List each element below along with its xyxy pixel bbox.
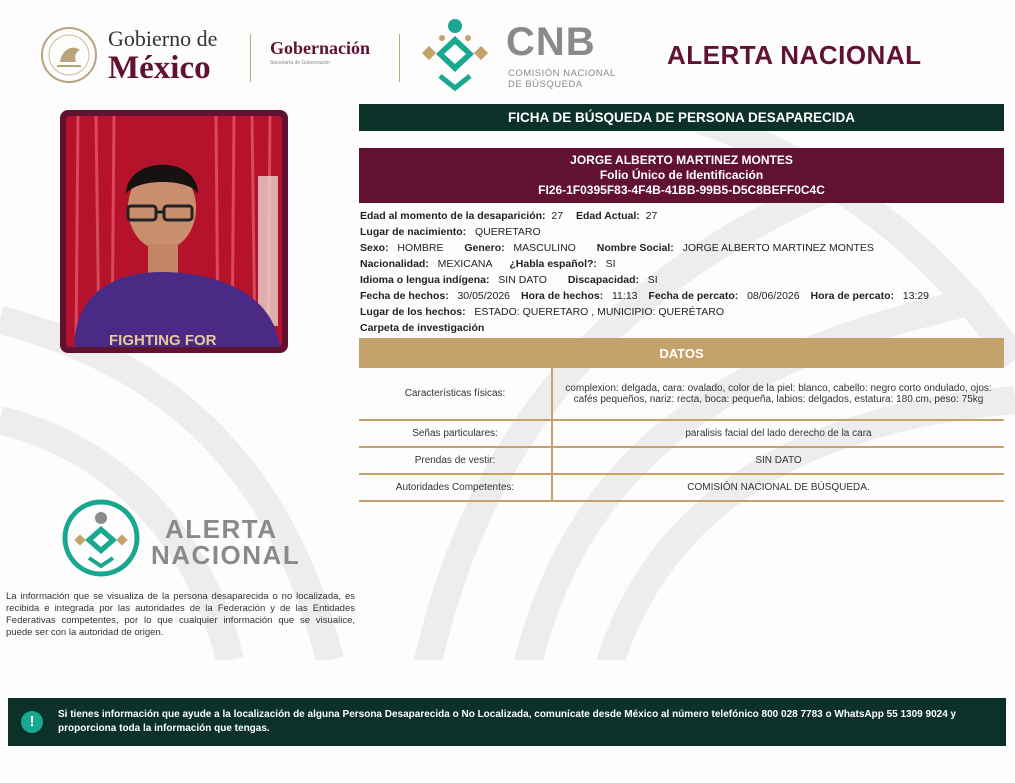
fecha-hechos-value: 30/05/2026 xyxy=(457,290,511,302)
person-photo xyxy=(66,116,282,347)
folio-value: FI26-1F0395F83-4F4B-41BB-99B5-D5C8BEFF0C4C xyxy=(538,183,825,197)
cnb-subtitle-line2: DE BÚSQUEDA xyxy=(508,79,583,90)
disclaimer-text: La información que se visualiza de la persona desaparecida o no localizada, es recibida e integrada por las autoridades de la Federación y de las Entidades Federativas competentes, por lo que cualquier información que se visualice, puede ser con la autoridad de origen. xyxy=(6,591,355,638)
datos-value: complexion: delgada, cara: ovalado, color de la piel: blanco, cabello: negro corto ondulado, ojos: cafés pequeños, nariz: recta, boca: pequeña, labios: delgados, estatura: 180 cm, peso: 75kg xyxy=(552,368,1004,420)
table-row xyxy=(359,368,1004,420)
header-divider xyxy=(399,34,400,82)
lugar-hechos-label: Lugar de los hechos: xyxy=(360,306,466,318)
cnb-wordmark: CNB xyxy=(506,20,596,64)
person-photo-frame xyxy=(60,110,288,353)
info-row-carpeta xyxy=(360,320,1005,336)
edad-desaparicion-label: Edad al momento de la desaparición: xyxy=(360,210,546,222)
datos-label: Señas particulares: xyxy=(359,420,552,447)
datos-value: SIN DATO xyxy=(552,447,1004,474)
carpeta-investigacion-label: Carpeta de investigación xyxy=(360,322,485,334)
discapacidad-label: Discapacidad: xyxy=(567,274,640,286)
nombre-social-label: Nombre Social: xyxy=(596,242,674,254)
datos-label: Prendas de vestir: xyxy=(359,447,552,474)
person-info xyxy=(360,208,1005,336)
cnb-emblem-icon xyxy=(416,14,494,92)
alerta-wordmark-line2: NACIONAL xyxy=(151,540,301,570)
contact-footer xyxy=(8,698,1006,746)
gobernacion-logo: Gobernación xyxy=(270,38,371,58)
habla-espanol-value: SI xyxy=(605,258,616,270)
gobierno-line1: Gobierno de xyxy=(108,26,218,51)
table-row xyxy=(359,474,1004,501)
shirt-text: FIGHTING FOR xyxy=(109,332,217,347)
info-row-fechas xyxy=(360,288,1005,304)
person-photo-illustration xyxy=(66,116,282,347)
datos-value: paralisis facial del lado derecho de la cara xyxy=(552,420,1004,447)
info-row-idioma xyxy=(360,272,1005,288)
exclamation-icon: ! xyxy=(21,711,43,733)
alerta-nacional-emblem-icon xyxy=(61,498,141,578)
header-divider xyxy=(250,34,251,82)
hora-hechos-label: Hora de hechos: xyxy=(520,290,604,302)
edad-desaparicion-value: 27 xyxy=(551,210,564,222)
footer-text: Si tienes información que ayude a la localización de alguna Persona Desaparecida o No Localizada, comunícate desde México al número telefónico 800 028 7783 o WhatsApp 55 1309 9024 y proporciona toda la información que tengas. xyxy=(58,709,957,734)
datos-label: Características físicas: xyxy=(359,368,552,420)
lugar-hechos-value: ESTADO: QUERETARO , MUNICIPIO: QUERÉTARO xyxy=(474,306,725,318)
info-row-sexo xyxy=(360,240,1005,256)
datos-value: COMISIÓN NACIONAL DE BÚSQUEDA. xyxy=(552,474,1004,501)
fecha-percato-label: Fecha de percato: xyxy=(648,290,739,302)
idioma-value: SIN DATO xyxy=(498,274,547,286)
info-row-nacionalidad xyxy=(360,256,1005,272)
gobernacion-subtitle: Secretaría de Gobernación xyxy=(270,60,331,66)
nacionalidad-label: Nacionalidad: xyxy=(360,258,429,270)
table-row xyxy=(359,420,1004,447)
fecha-hechos-label: Fecha de hechos: xyxy=(360,290,449,302)
info-row-lugar-hechos xyxy=(360,304,1005,320)
alerta-nacional-title: ALERTA NACIONAL xyxy=(667,40,922,70)
cnb-subtitle-line1: COMISIÓN NACIONAL xyxy=(508,68,616,79)
fecha-percato-value: 08/06/2026 xyxy=(747,290,800,302)
table-row xyxy=(359,447,1004,474)
cnb-subtitle xyxy=(508,68,616,90)
edad-actual-value: 27 xyxy=(645,210,658,222)
alerta-wordmark-line1: ALERTA xyxy=(165,514,278,544)
gobierno-de-mexico-logo xyxy=(108,28,217,85)
lugar-nacimiento-label: Lugar de nacimiento: xyxy=(360,226,467,238)
idioma-label: Idioma o lengua indígena: xyxy=(360,274,490,286)
nombre-social-value: JORGE ALBERTO MARTINEZ MONTES xyxy=(682,242,874,254)
person-name-box xyxy=(359,148,1004,203)
sexo-label: Sexo: xyxy=(360,242,389,254)
datos-table xyxy=(359,368,1004,502)
datos-header: DATOS xyxy=(359,338,1004,368)
sexo-value: HOMBRE xyxy=(397,242,444,254)
alerta-nacional-wordmark xyxy=(151,516,300,568)
nacionalidad-value: MEXICANA xyxy=(437,258,493,270)
genero-label: Genero: xyxy=(464,242,505,254)
genero-value: MASCULINO xyxy=(513,242,576,254)
info-row-lugar-nacimiento xyxy=(360,224,1005,240)
datos-label: Autoridades Competentes: xyxy=(359,474,552,501)
ficha-title: FICHA DE BÚSQUEDA DE PERSONA DESAPARECIDA xyxy=(359,104,1004,131)
person-name: JORGE ALBERTO MARTINEZ MONTES xyxy=(570,153,793,167)
folio-label: Folio Único de Identificación xyxy=(599,168,764,182)
edad-actual-label: Edad Actual: xyxy=(576,210,640,222)
lugar-nacimiento-value: QUERETARO xyxy=(474,226,541,238)
habla-espanol-label: ¿Habla español?: xyxy=(509,258,597,270)
hora-hechos-value: 11:13 xyxy=(612,290,638,302)
escudo-nacional-icon xyxy=(40,26,98,84)
discapacidad-value: SI xyxy=(647,274,658,286)
hora-percato-label: Hora de percato: xyxy=(810,290,894,302)
info-row-edad xyxy=(360,208,1005,224)
gobierno-line2: México xyxy=(108,50,211,86)
hora-percato-value: 13:29 xyxy=(902,290,930,302)
